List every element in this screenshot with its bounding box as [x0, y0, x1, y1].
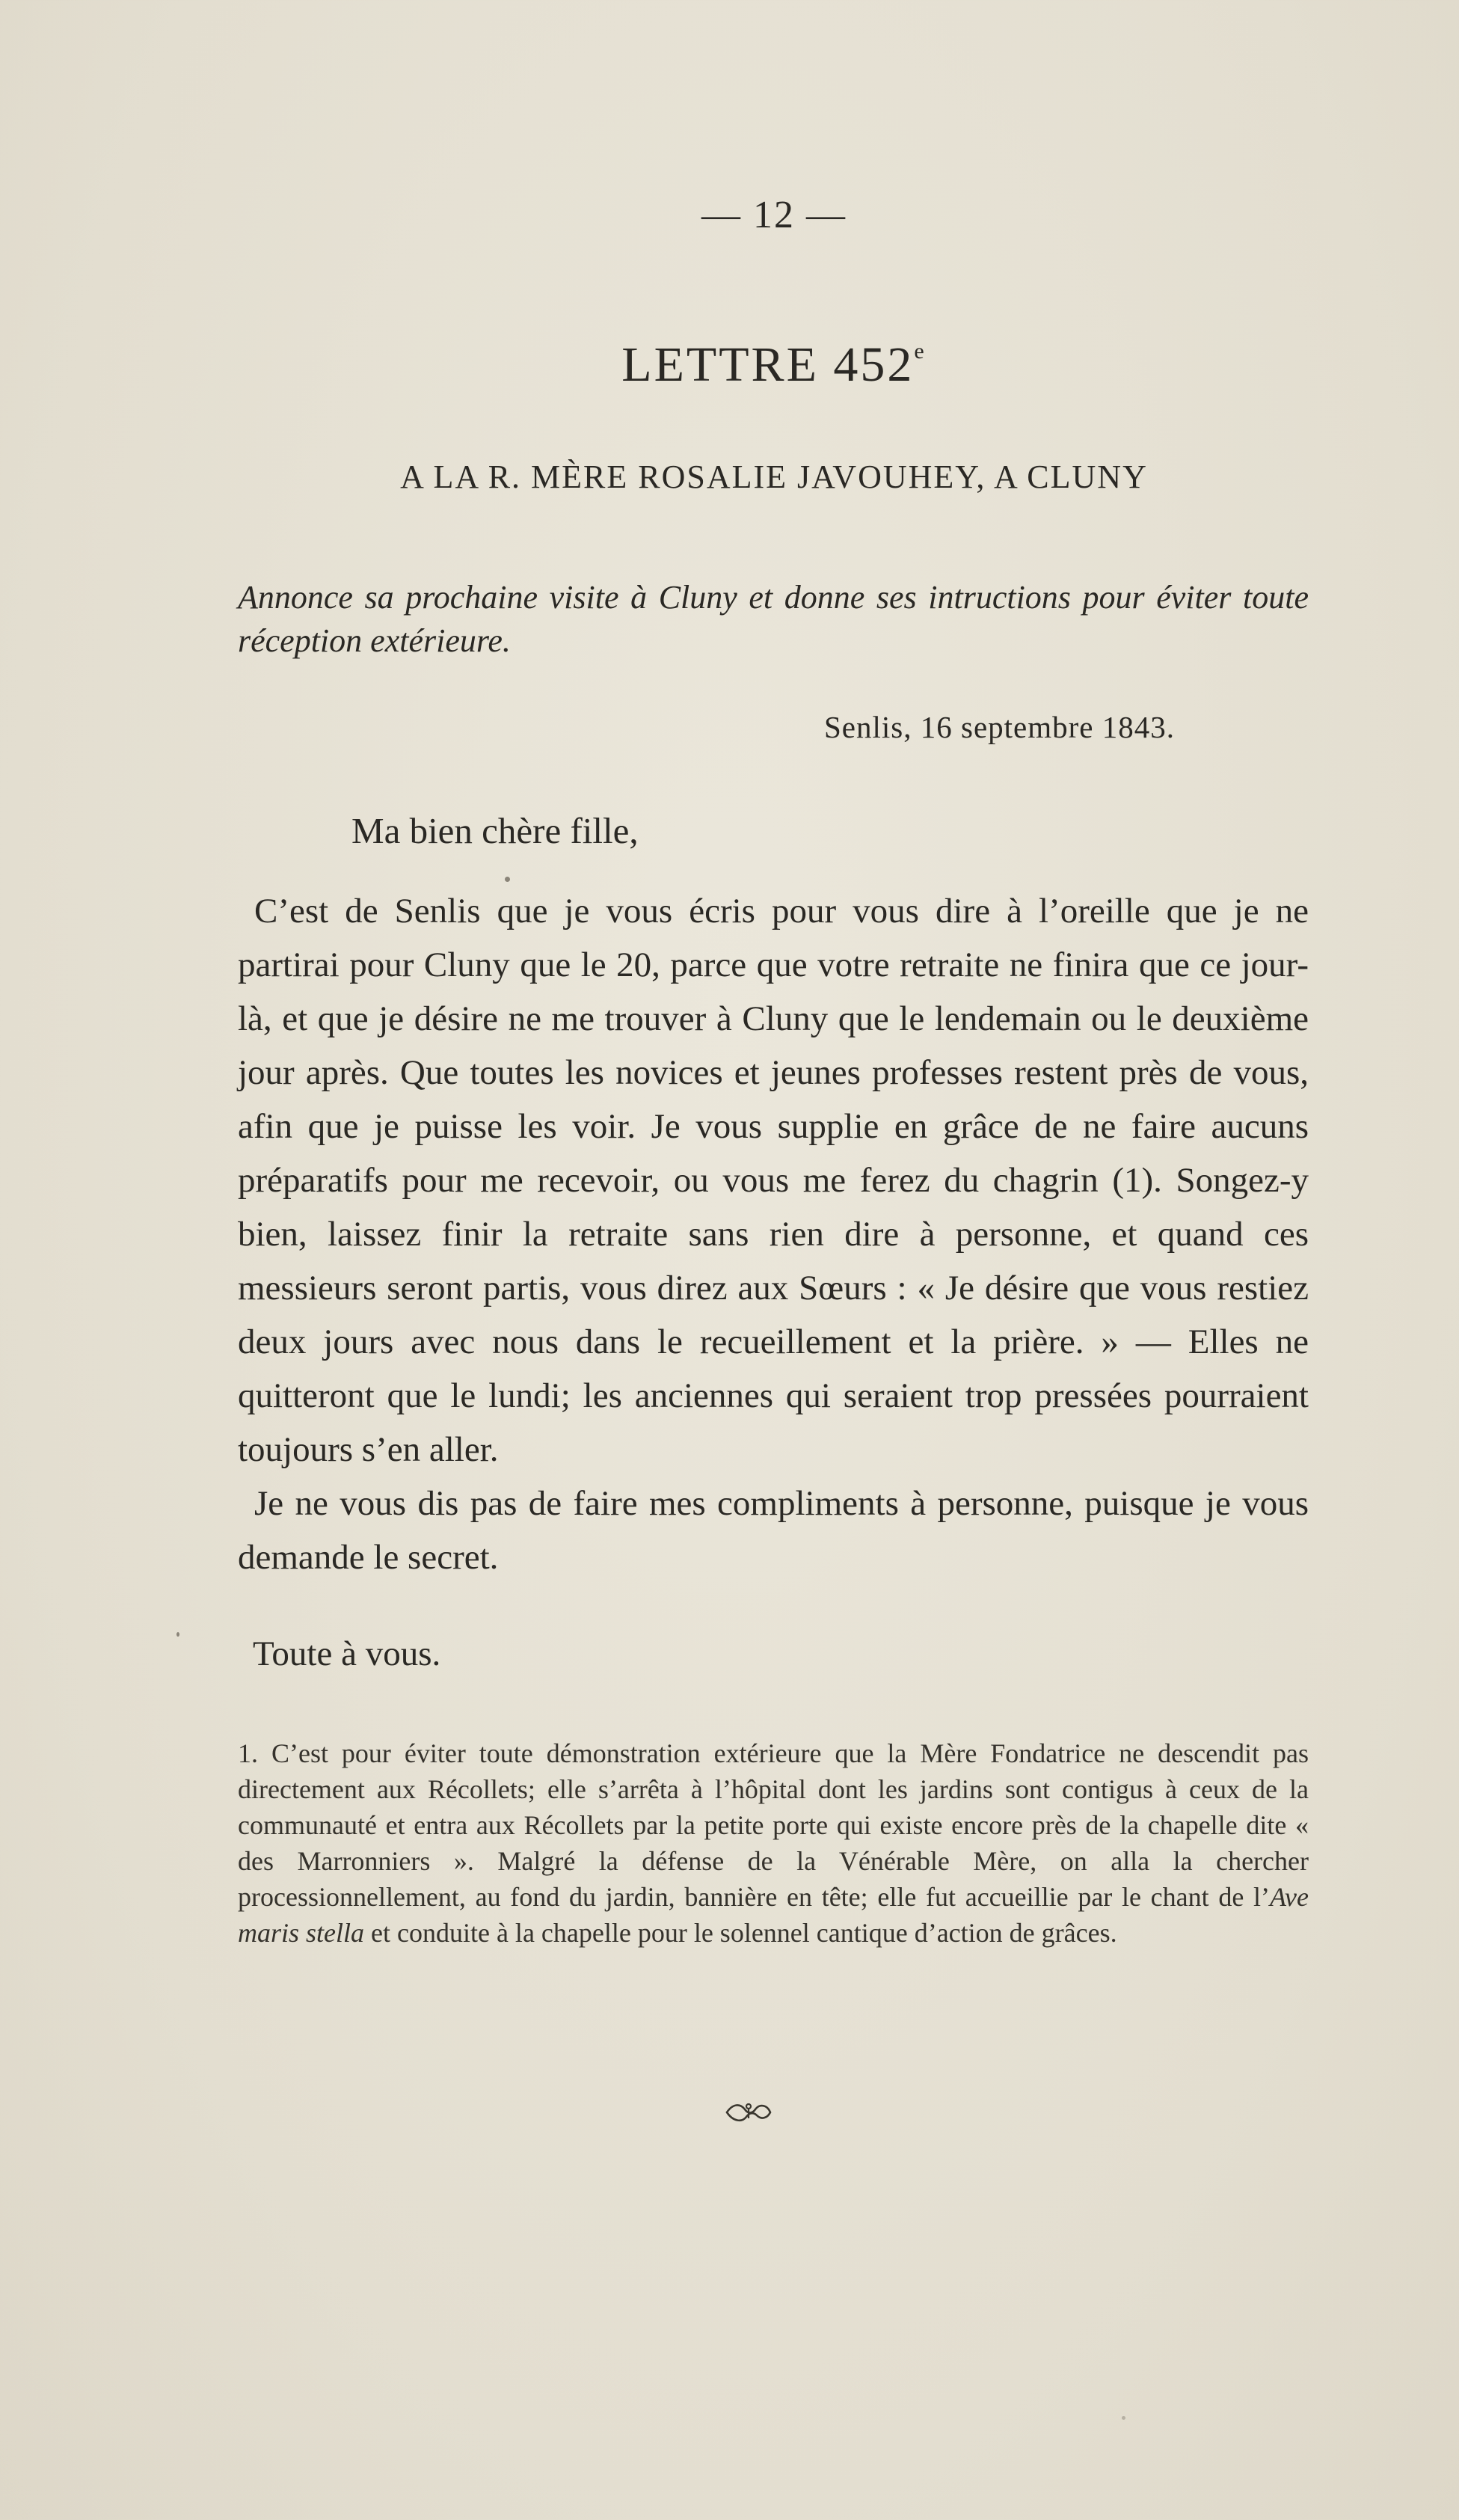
footnote-number: 1. — [238, 1738, 258, 1768]
letter-summary: Annonce sa prochaine visite à Cluny et donne ses intructions pour éviter toute réception extérieure. — [238, 579, 1309, 659]
paper-speck — [1122, 2416, 1125, 2420]
letter-body — [238, 884, 1309, 1584]
fleuron-icon — [722, 2099, 775, 2126]
salutation: Ma bien chère fille, — [351, 810, 639, 851]
footnote — [238, 1735, 1309, 1951]
letter-title — [0, 337, 1459, 393]
body-paragraph: Je ne vous dis pas de faire mes compliments à personne, puisque je vous demande le secret. — [238, 1484, 1309, 1577]
page-number: — 12 — — [701, 194, 847, 236]
letter-recipient: A LA R. MÈRE ROSALIE JAVOUHEY, A CLUNY — [400, 459, 1148, 495]
footnote-text-end: et conduite à la chapelle pour le solennel cantique d’action de grâces. — [364, 1918, 1117, 1948]
date-line: Senlis, 16 septembre 1843. — [824, 710, 1175, 744]
footnote-italic: Ave maris stella — [238, 1882, 1309, 1948]
letter-title-text: LETTRE 452 — [621, 337, 915, 392]
footnote-text: C’est pour éviter toute démonstration extérieure que la Mère Fondatrice ne descendit pas directement aux Récollets; elle s’arrêta à l’hôpital dont les jardins sont contigus à ceux de la communauté et entra aux Récollets par la petite porte qui existe encore près de la chapelle dite « des Marronniers ». Malgré la défense de la Vénérable Mère, on alla la chercher processionnellement, au fond du jardin, bannière en tête; elle fut accueillie par le chant de l’ — [238, 1738, 1309, 1912]
letter-title-superscript: e — [914, 339, 927, 364]
body-paragraph: C’est de Senlis que je vous écris pour vous dire à l’oreille que je ne partirai pour Cluny que le 20, parce que votre retraite ne finira que ce jour-là, et que je désire ne me trouver à Cluny que le lendemain ou le deuxième jour après. Que toutes les novices et jeunes professes restent près de vous, afin que je puisse les voir. Je vous supplie en grâce de ne faire aucuns préparatifs pour me recevoir, ou vous me ferez du chagrin (1). Songez-y bien, laissez finir la retraite sans rien dire à personne, et quand ces messieurs seront partis, vous direz aux Sœurs : « Je désire que vous restiez deux jours avec nous dans le recueillement et la prière. » — Elles ne quitteront que le lundi; les anciennes qui seraient trop pressées pourraient toujours s’en aller. — [238, 892, 1309, 1469]
paper-speck — [505, 877, 510, 882]
paper-speck — [176, 1632, 179, 1637]
closing: Toute à vous. — [253, 1634, 441, 1673]
